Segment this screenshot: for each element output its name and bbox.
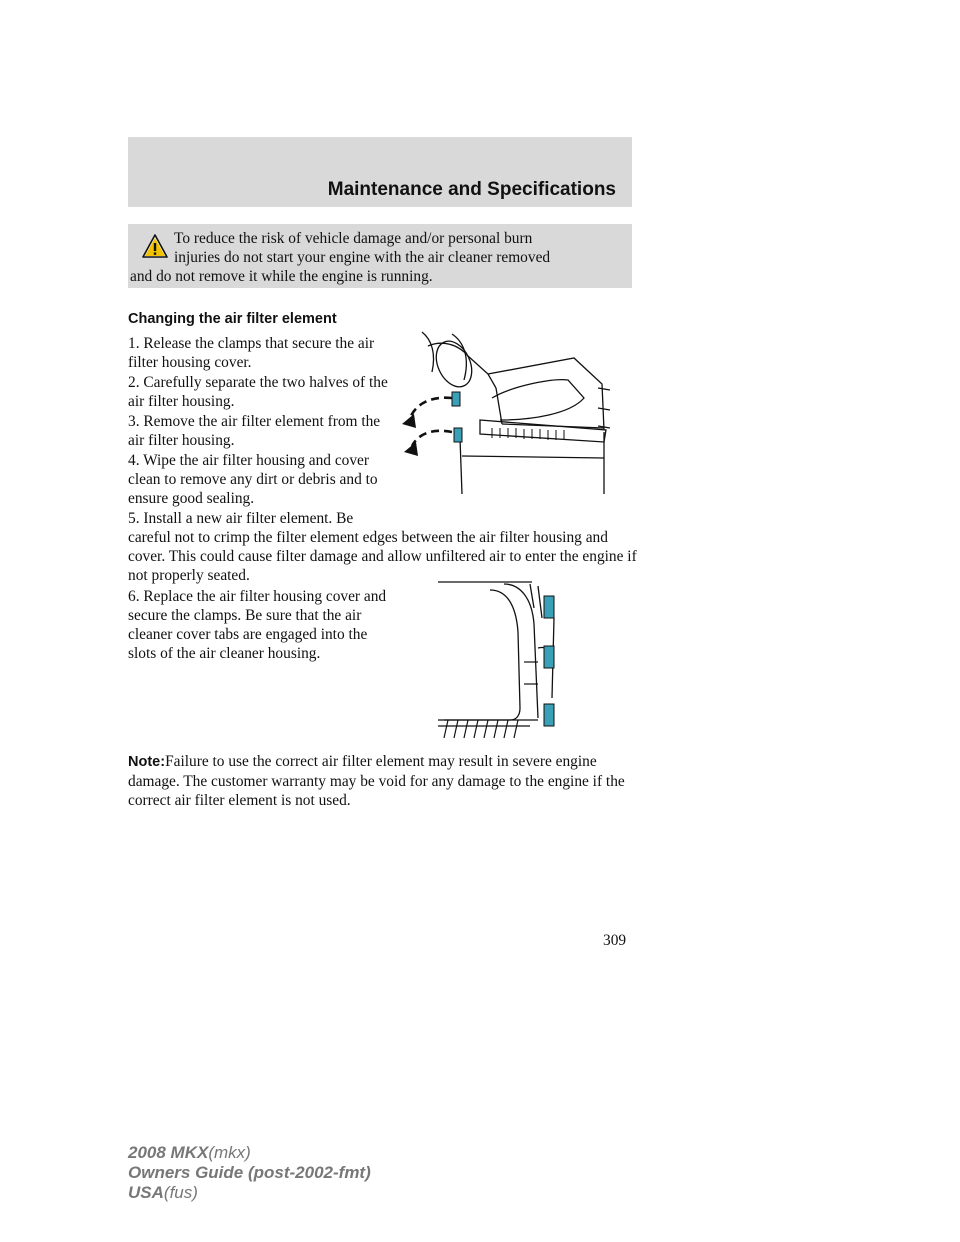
header-band [128, 137, 632, 207]
step-4: 4. Wipe the air filter housing and cover clean to remove any dirt or debris and to ensure good sealing. [128, 452, 378, 507]
step-6: 6. Replace the air filter housing cover and secure the clamps. Be sure that the air cleaner cover tabs are engaged into the slots of the air cleaner housing. [128, 588, 387, 662]
step-1: 1. Release the clamps that secure the air filter housing cover. [128, 335, 375, 371]
section-heading: Changing the air filter element [128, 311, 337, 327]
step-5-line-1: 5. Install a new air filter element. Be [128, 510, 354, 527]
footer-region: USA [128, 1183, 164, 1202]
footer-model: 2008 MKX [128, 1143, 209, 1162]
footer-model-code: (mkx) [208, 1143, 251, 1162]
step-2: 2. Carefully separate the two halves of the air filter housing. [128, 374, 388, 410]
page-section-title: Maintenance and Specifications [327, 179, 616, 200]
footer [128, 1143, 371, 1203]
note-paragraph [128, 752, 638, 810]
step-3: 3. Remove the air filter element from the air filter housing. [128, 413, 381, 449]
step-5-rest: careful not to crimp the filter element edges between the air filter housing and cover. This could cause filter damage and allow unfiltered air to enter the engine if not properly seated. [128, 529, 637, 584]
warning-line-3: and do not remove it while the engine is running. [130, 268, 433, 285]
note-text: Failure to use the correct air filter element may result in severe engine damage. The customer warranty may be void for any damage to the engine if the correct air filter element is not used. [128, 753, 625, 809]
footer-guide: Owners Guide (post-2002-fmt) [128, 1163, 371, 1182]
warning-box [128, 224, 632, 288]
note-label: Note: [128, 754, 166, 770]
step-5 [128, 509, 638, 585]
warning-line-2: injuries do not start your engine with the air cleaner removed [174, 249, 551, 266]
warning-text [128, 229, 622, 286]
footer-region-code: (fus) [163, 1183, 198, 1202]
air-cleaner-cover-tabs-illustration [434, 578, 574, 740]
air-filter-housing-illustration [392, 328, 632, 498]
warning-line-1: To reduce the risk of vehicle damage and/or personal burn [174, 230, 533, 247]
page-number: 309 [603, 932, 627, 949]
